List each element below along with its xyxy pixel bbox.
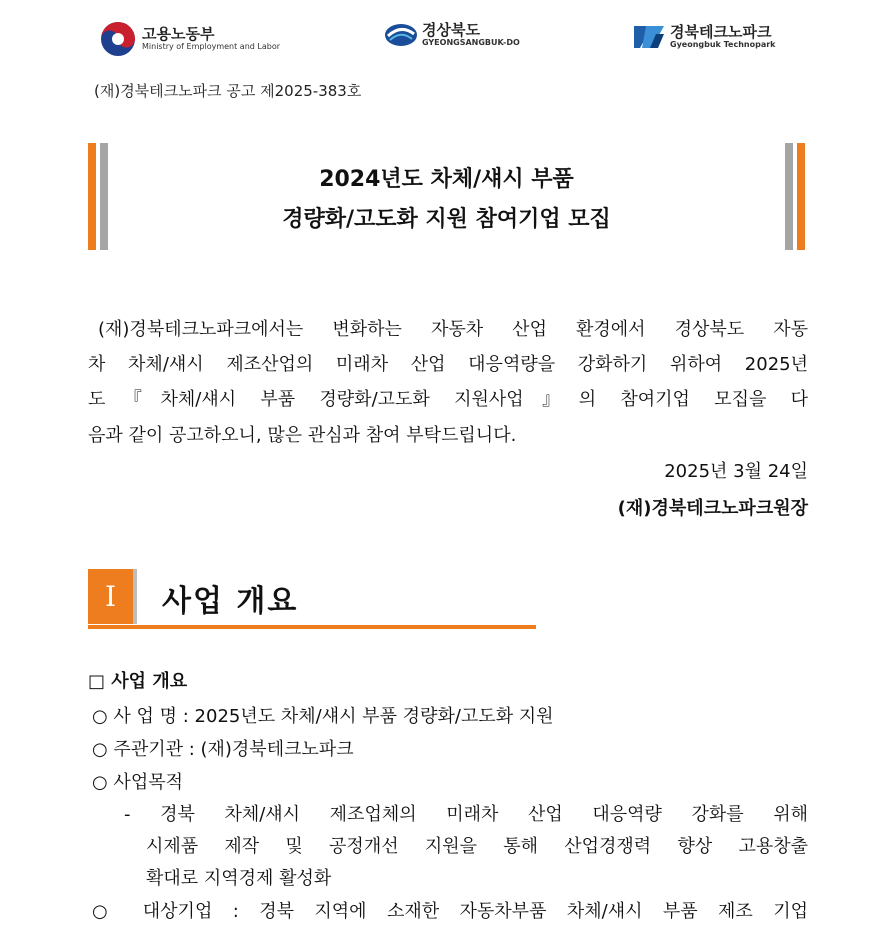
taegeuk-icon [100,21,136,57]
document-title-line2: 경량화/고도화 지원 참여기업 모집 [282,207,611,232]
gyeongbuk-emblem-icon [384,22,418,48]
intro-line: (재)경북테크노파크에서는 변화하는 자동차 산업 환경에서 경상북도 자동 [98,319,808,340]
document-title-line1: 2024년도 차체/섀시 부품 [319,167,574,192]
overview-item-organizer: ○ 주관기관 : (재)경북테크노파크 [92,739,354,760]
logo-gyeongbuk-technopark [632,22,776,52]
title-bar-right-orange [797,143,805,250]
overview-item-purpose: ○ 사업목적 [92,772,183,793]
technopark-emblem-icon [632,22,666,52]
section-number: Ⅰ [88,569,133,624]
signatory: (재)경북테크노파크원장 [617,498,808,519]
section-title: 사업 개요 [162,584,299,619]
title-bar-left-gray [100,143,108,250]
title-bar-left-orange [88,143,96,250]
section-divider [133,569,137,624]
logo-name: 경상북도 [422,21,480,40]
intro-line: 도『차체/섀시 부품 경량화/고도화 지원사업』의 참여기업 모집을 다 [88,389,808,410]
intro-line: 음과 같이 공고하오니, 많은 관심과 참여 부탁드립니다. [88,425,517,446]
notice-number: (재)경북테크노파크 공고 제2025-383호 [94,82,362,100]
section-underline [88,625,536,629]
purpose-line: 확대로 지역경제 활성화 [146,868,332,889]
purpose-line: - 경북 차체/섀시 제조업체의 미래차 산업 대응역량 강화를 위해 [124,804,808,825]
purpose-line: 시제품 제작 및 공정개선 지원을 통해 산업경쟁력 향상 고용창출 [146,836,808,857]
logo-gyeongsangbuk-do [384,22,520,48]
overview-heading: □ 사업 개요 [88,671,188,692]
logo-subtitle: GYEONGSANGBUK-DO [422,37,520,47]
logo-name: 경북테크노파크 [670,23,772,42]
overview-item-name: ○ 사 업 명 : 2025년도 차체/섀시 부품 경량화/고도화 지원 [92,706,554,727]
logo-subtitle: Ministry of Employment and Labor [142,41,280,51]
announcement-date: 2025년 3월 24일 [664,461,808,482]
overview-item-target: ○ 대상기업 : 경북 지역에 소재한 자동차부품 차체/섀시 부품 제조 기업 [92,901,808,922]
logo-ministry-of-employment [100,21,280,57]
logo-name: 고용노동부 [142,25,215,44]
logo-subtitle: Gyeongbuk Technopark [670,39,776,49]
title-bar-right-gray [785,143,793,250]
intro-line: 차 차체/섀시 제조산업의 미래차 산업 대응역량을 강화하기 위하여 2025년 [88,354,808,375]
